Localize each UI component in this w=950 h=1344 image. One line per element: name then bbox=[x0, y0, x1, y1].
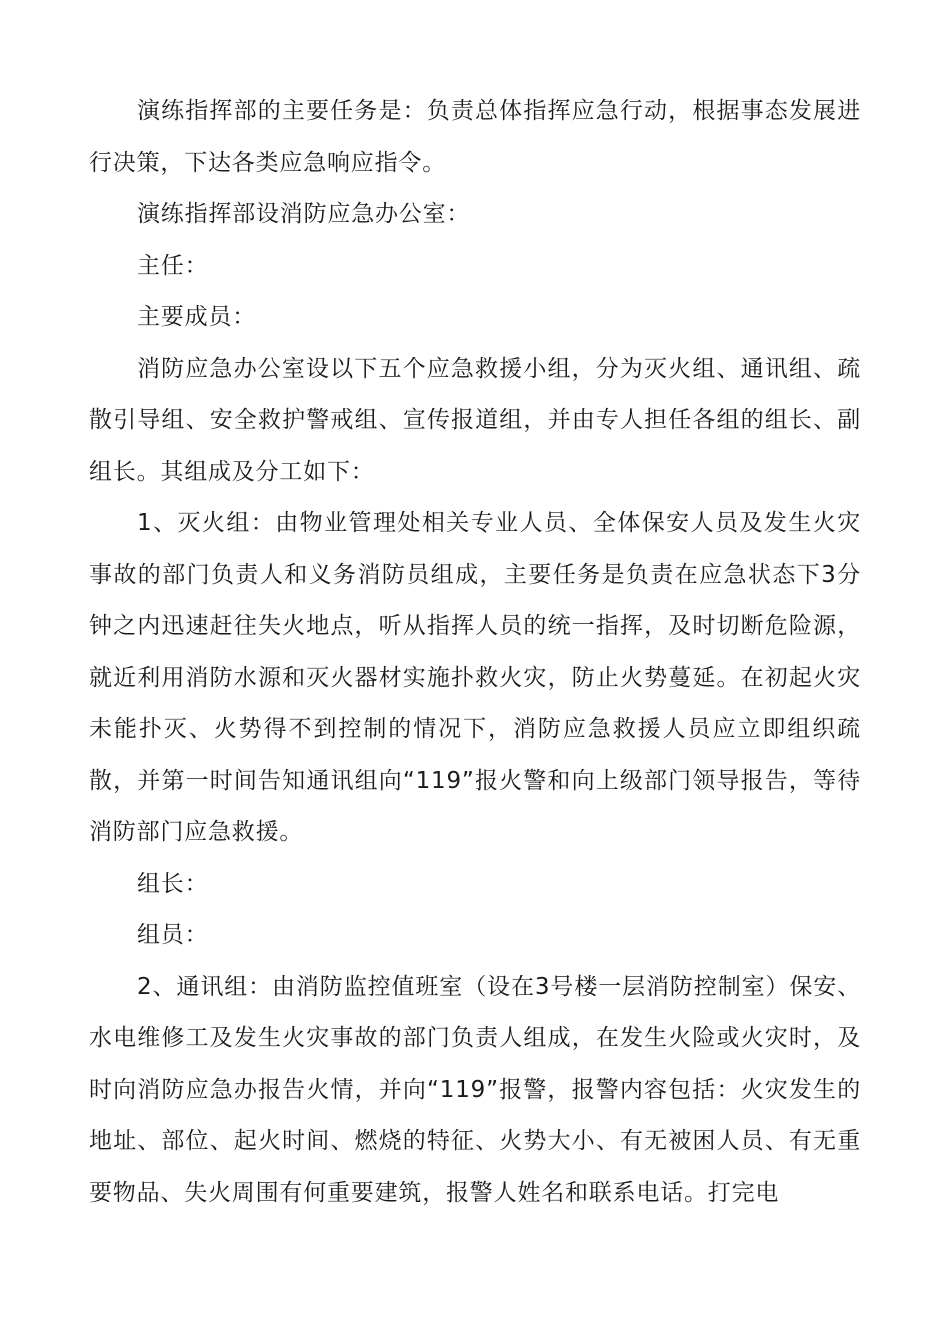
paragraph-group-members: 组员： bbox=[137, 922, 209, 948]
paragraph-communication-group: 2、通讯组：由消防监控值班室（设在3号楼一层消防控制室）保安、水电维修工及发生火灾事故的部门负责人组成，在发生火险或火灾时，及时向消防应急办报告火情，并向“119”报警，报警内容包括：火灾发生的地址、部位、起火时间、燃烧的特征、火势大小、有无被困人员、有无重要物品、失火周围有何重要建筑，报警人姓名和联系电话。打完电 bbox=[89, 973, 861, 1206]
paragraph-command-duties: 演练指挥部的主要任务是：负责总体指挥应急行动，根据事态发展进行决策，下达各类应急响应指令。 bbox=[89, 98, 861, 176]
paragraph-director: 主任： bbox=[137, 252, 209, 279]
paragraph-group-leader: 组长： bbox=[137, 870, 209, 897]
paragraph-firefighting-group: 1、灭火组：由物业管理处相关专业人员、全体保安人员及发生火灾事故的部门负责人和义务消防员组成，主要任务是负责在应急状态下3分钟之内迅速赶往失火地点，听从指挥人员的统一指挥，及时切断危险源，就近利用消防水源和灭火器材实施扑救火灾，防止火势蔓延。在初起火灾未能扑灭、火势得不到控制的情况下，消防应急救援人员应立即组织疏散，并第一时间告知通讯组向“119”报火警和向上级部门领导报告，等待消防部门应急救援。 bbox=[89, 510, 861, 845]
paragraph-rescue-groups: 消防应急办公室设以下五个应急救援小组，分为灭火组、通讯组、疏散引导组、安全救护警戒组、宣传报道组，并由专人担任各组的组长、副组长。其组成及分工如下： bbox=[89, 355, 861, 485]
paragraph-members: 主要成员： bbox=[137, 304, 256, 330]
paragraph-office-setup: 演练指挥部设消防应急办公室： bbox=[137, 201, 471, 227]
document-page bbox=[89, 86, 861, 1219]
